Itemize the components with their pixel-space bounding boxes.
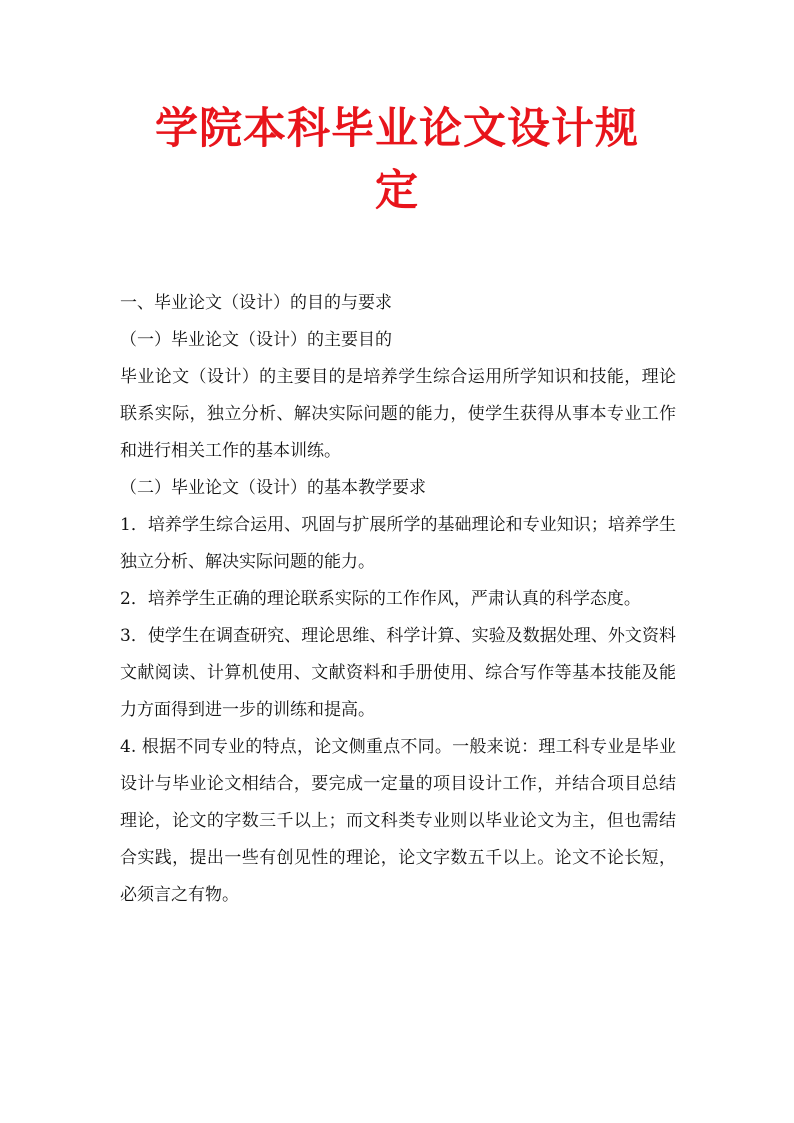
section-heading: 一、毕业论文（设计）的目的与要求 bbox=[120, 293, 392, 313]
document-title-line-2: 定 bbox=[375, 166, 419, 216]
list-item: 3．使学生在调查研究、理论思维、科学计算、实验及数据处理、外文资料文献阅读、计算机使用、文献资料和手册使用、综合写作等基本技能及能力方面得到进一步的训练和提高。 bbox=[120, 626, 676, 720]
paragraph: 毕业论文（设计）的主要目的是培养学生综合运用所学知识和技能，理论联系实际，独立分析、解决实际问题的能力，使学生获得从事本专业工作和进行相关工作的基本训练。 bbox=[120, 367, 676, 461]
document-title bbox=[100, 98, 694, 222]
subsection-heading: （二）毕业论文（设计）的基本教学要求 bbox=[120, 478, 426, 498]
list-item: 2．培养学生正确的理论联系实际的工作作风，严肃认真的科学态度。 bbox=[120, 589, 641, 609]
document-body bbox=[120, 285, 676, 914]
list-item: 1．培养学生综合运用、巩固与扩展所学的基础理论和专业知识；培养学生独立分析、解决实际问题的能力。 bbox=[120, 515, 676, 572]
document-title-line-1: 学院本科毕业论文设计规 bbox=[155, 104, 639, 154]
list-item: 4. 根据不同专业的特点，论文侧重点不同。一般来说：理工科专业是毕业设计与毕业论文相结合，要完成一定量的项目设计工作，并结合项目总结理论，论文的字数三千以上；而文科类专业则以毕业论文为主，但也需结合实践，提出一些有创见性的理论，论文字数五千以上。论文不论长短，必须言之有物。 bbox=[120, 737, 676, 905]
subsection-heading: （一）毕业论文（设计）的主要目的 bbox=[120, 330, 392, 350]
